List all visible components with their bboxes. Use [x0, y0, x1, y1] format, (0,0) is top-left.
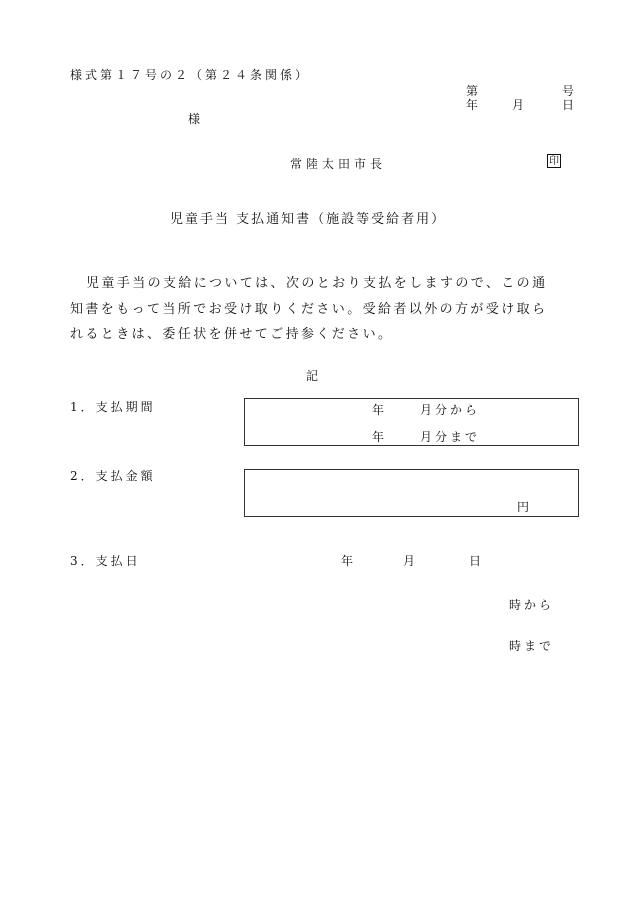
payment-date-year: 年 [341, 554, 354, 568]
period-to-year: 年 [372, 430, 385, 444]
ki-heading: 記 [306, 369, 319, 383]
issue-date-day: 日 [562, 98, 575, 112]
amount-box [244, 469, 579, 517]
reference-number-prefix: 第 [466, 84, 479, 98]
issuer-name: 常陸太田市長 [290, 157, 387, 171]
form-number: 様式第１７号の２（第２４条関係） [70, 68, 311, 82]
payment-date-day: 日 [469, 554, 482, 568]
body-line-1: 児童手当の支給については、次のとおり支払をしますので、この通 [86, 276, 548, 291]
seal-stamp-icon: 印 [549, 156, 559, 167]
period-label: 1．支払期間 [70, 400, 156, 414]
document-title: 児童手当 支払通知書（施設等受給者用） [170, 212, 447, 227]
amount-label: 2．支払金額 [70, 469, 156, 483]
time-to: 時まで [509, 639, 555, 653]
payment-date-label: 3．支払日 [70, 554, 141, 568]
period-to-month: 月分まで [420, 430, 481, 444]
period-from-month: 月分から [420, 403, 481, 417]
issue-date-year: 年 [466, 98, 479, 112]
payment-date-month: 月 [403, 554, 416, 568]
body-line-2: 知書をもって当所でお受け取りください。受給者以外の方が受け取ら [70, 302, 548, 317]
addressee-suffix: 様 [188, 112, 201, 126]
body-line-3: れるときは、委任状を併せてご持参ください。 [70, 327, 394, 342]
time-from: 時から [509, 598, 555, 612]
period-from-year: 年 [372, 403, 385, 417]
issue-date-month: 月 [512, 98, 525, 112]
amount-unit: 円 [517, 500, 530, 514]
period-box [244, 398, 579, 446]
reference-number-suffix: 号 [562, 84, 575, 98]
